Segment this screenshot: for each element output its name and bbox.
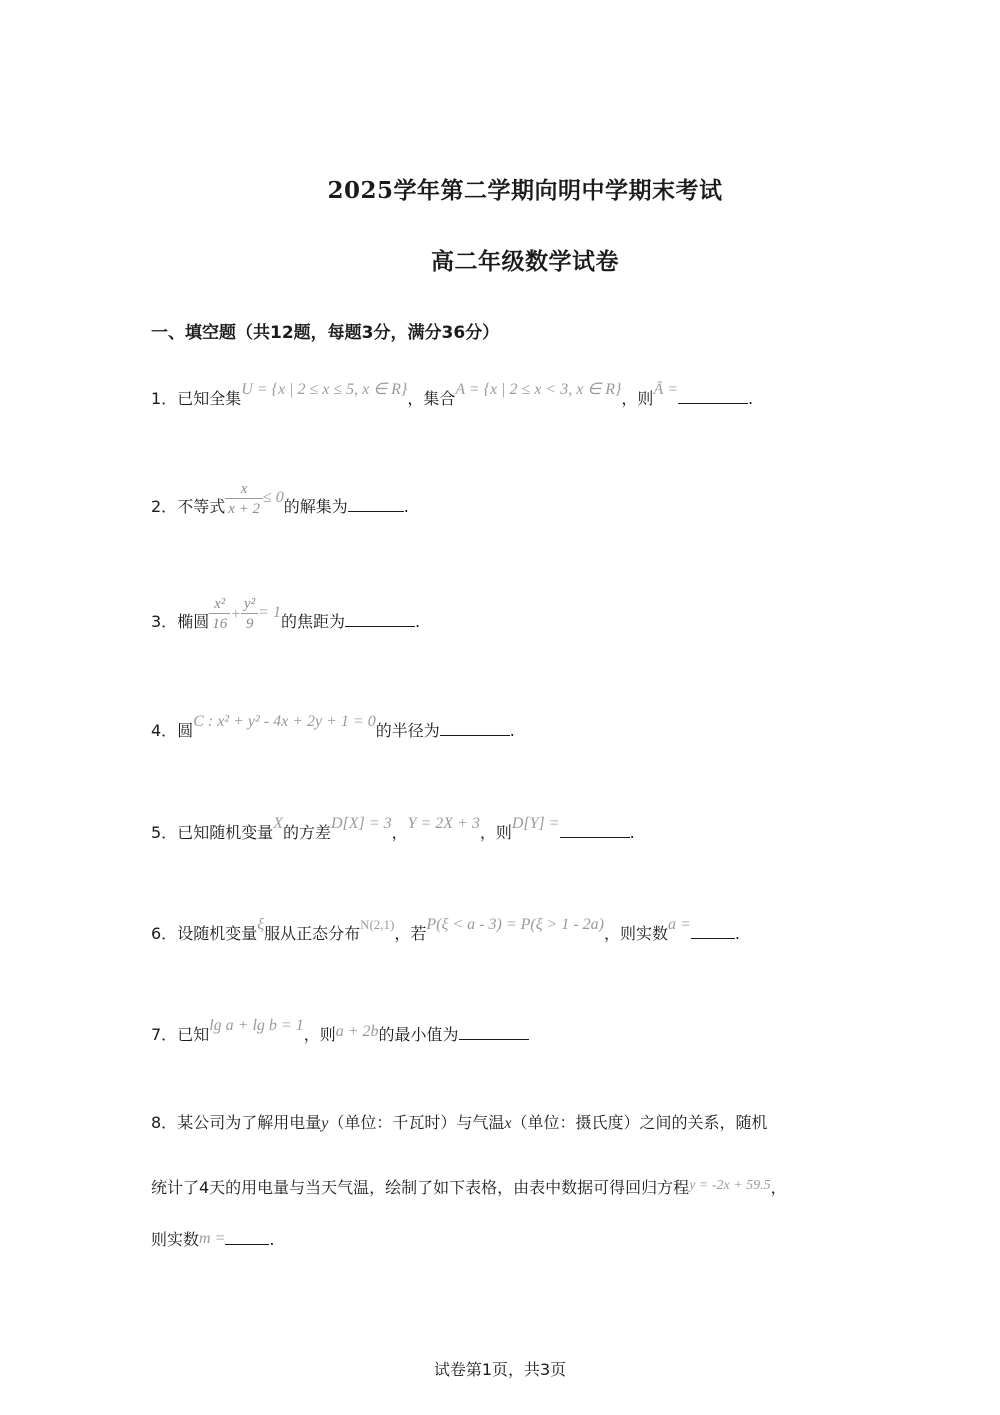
math-expression: y <box>321 1115 329 1132</box>
math-expression: ≤ 0 <box>262 489 284 506</box>
question-text: . <box>509 721 515 740</box>
question-text: 设随机变量 <box>177 924 258 943</box>
question-text: . <box>403 497 409 516</box>
question-5 <box>151 815 635 843</box>
math-expression: X <box>273 815 283 832</box>
question-text: ， <box>391 823 408 842</box>
question-text: 的解集为 <box>283 497 348 516</box>
question-text: 的焦距为 <box>280 612 345 631</box>
question-number: 1． <box>151 389 178 408</box>
math-expression: D[X] = 3 <box>331 815 392 832</box>
question-number: 7． <box>151 1025 178 1044</box>
question-text: ，则实数 <box>604 924 669 943</box>
question-text: 已知 <box>177 1025 210 1044</box>
question-text: 不等式 <box>177 497 226 516</box>
math-expression: P(ξ < a - 3) = P(ξ > 1 - 2a) <box>426 916 604 933</box>
question-text: （单位：摄氏度）之间的关系，随机 <box>511 1113 768 1132</box>
question-text: . <box>414 612 421 631</box>
question-number: 4． <box>151 721 178 740</box>
question-2 <box>151 481 409 527</box>
question-number: 2． <box>151 497 178 516</box>
question-6 <box>151 916 740 944</box>
question-1 <box>151 381 754 409</box>
fraction-denominator: x + 2 <box>228 501 260 517</box>
math-expression: x <box>504 1115 512 1132</box>
question-8-line-3 <box>151 1227 274 1250</box>
answer-blank[interactable] <box>560 823 630 838</box>
math-expression: m = <box>199 1230 226 1247</box>
question-text: 已知随机变量 <box>177 823 274 842</box>
exam-subtitle: 高二年级数学试卷 <box>431 248 619 275</box>
answer-blank[interactable] <box>345 612 415 627</box>
question-8-line-1 <box>151 1110 767 1133</box>
question-7 <box>151 1017 529 1045</box>
question-text: 已知全集 <box>177 389 242 408</box>
question-text: 统计了4天的用电量与当天气温，绘制了如下表格，由表中数据可得回归方程 <box>151 1178 690 1197</box>
fraction-numerator: x² <box>209 595 230 614</box>
math-operator: + <box>230 606 241 623</box>
question-4 <box>151 713 515 741</box>
question-text: . <box>269 1230 275 1249</box>
question-number: 3． <box>151 612 178 631</box>
answer-blank[interactable] <box>348 497 404 512</box>
math-expression: y = -2x + 59.5 <box>689 1178 771 1193</box>
question-text: ，集合 <box>407 389 456 408</box>
question-text: ，则 <box>621 389 654 408</box>
exam-title: 2025学年第二学期向明中学期末考试 <box>327 177 723 204</box>
question-text: ，若 <box>394 924 427 943</box>
fraction-numerator: y² <box>241 595 258 614</box>
answer-blank[interactable] <box>459 1025 529 1040</box>
math-expression: = 1 <box>258 604 281 621</box>
question-text: . <box>629 823 635 842</box>
fraction <box>225 480 263 519</box>
math-expression: Y = 2X + 3 <box>407 815 480 832</box>
question-text: ，则 <box>479 823 512 842</box>
math-expression: Ā = <box>653 381 679 398</box>
page-footer: 试卷第1页，共3页 <box>433 1360 567 1379</box>
question-text: 某公司为了解用电量 <box>177 1113 322 1132</box>
answer-blank[interactable] <box>225 1230 269 1245</box>
question-text: . <box>748 389 754 408</box>
math-expression: U = {x | 2 ≤ x ≤ 5, x ∈ R} <box>241 381 408 398</box>
question-text: ， <box>770 1178 787 1197</box>
question-number: 8． <box>151 1113 178 1132</box>
fraction-denominator: 9 <box>245 616 254 632</box>
answer-blank[interactable] <box>440 721 510 736</box>
math-expression: ξ <box>257 916 265 933</box>
question-text: 的半径为 <box>375 721 440 740</box>
question-text: 则实数 <box>151 1230 200 1249</box>
section-heading-fill-in: 一、填空题（共12题，每题3分，满分36分） <box>151 323 500 343</box>
question-number: 5． <box>151 823 178 842</box>
fraction <box>241 595 258 634</box>
question-8-line-2 <box>151 1175 787 1198</box>
math-expression: a = <box>668 916 691 933</box>
question-text: 椭圆 <box>177 612 210 631</box>
question-text: （单位：千瓦时）与气温 <box>328 1113 505 1132</box>
answer-blank[interactable] <box>678 389 748 404</box>
question-text: ，则 <box>303 1025 336 1044</box>
answer-blank[interactable] <box>691 924 735 939</box>
math-expression: C : x² + y² - 4x + 2y + 1 = 0 <box>193 713 376 730</box>
question-text: 的最小值为 <box>378 1025 459 1044</box>
question-number: 6． <box>151 924 178 943</box>
math-expression: N(2,1) <box>360 917 395 932</box>
fraction-numerator: x <box>225 480 263 499</box>
fraction-denominator: 16 <box>212 616 228 632</box>
question-3 <box>151 596 421 642</box>
question-text: 的方差 <box>282 823 331 842</box>
math-expression: lg a + lg b = 1 <box>209 1017 304 1034</box>
question-text: . <box>734 924 740 943</box>
question-text: 服从正态分布 <box>264 924 361 943</box>
math-expression: a + 2b <box>335 1023 379 1040</box>
math-expression: D[Y] = <box>511 815 560 832</box>
fraction <box>209 595 230 634</box>
question-text: 圆 <box>177 721 194 740</box>
math-expression: A = {x | 2 ≤ x < 3, x ∈ R} <box>455 381 622 398</box>
